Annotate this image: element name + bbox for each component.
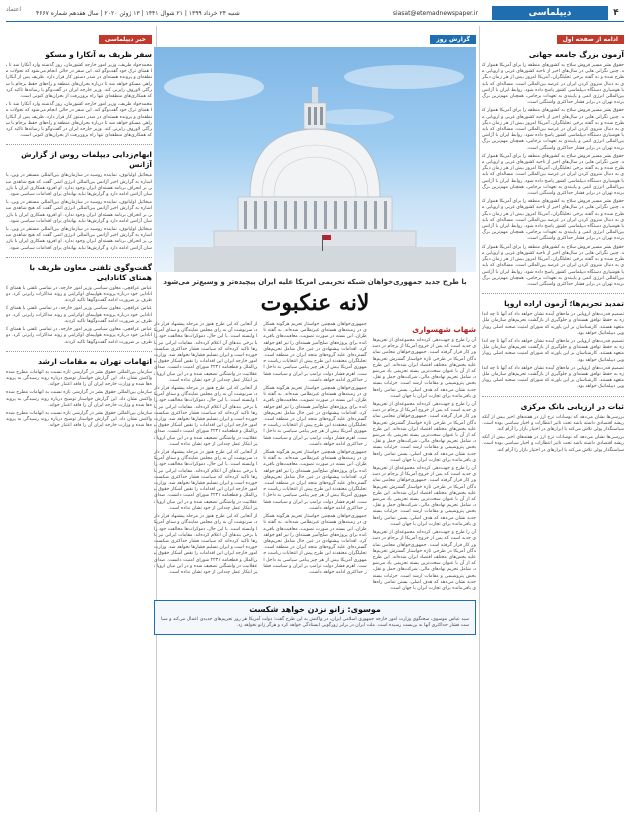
header-divider xyxy=(6,21,624,22)
divider xyxy=(482,396,624,397)
story-title: آزمون بزرگ جامعه جهانی xyxy=(528,50,624,59)
article-col-3: از آنجایی که این طرح هنوز در مرحله پیشنهاد قرار دارد، سرنوشت آن به رای مجلس نمایندگان و سنای آمریکا وابسته است. با این حال، دموکرات‌ها مخالفت خود را با برخی بندهای آن اعلام کرده‌اند. مقامات ایرانی نیز بارها تاکید کرده‌اند که سیاست فشار حداکثری شکست خورده است و ایران تسلیم فشارها نخواهد شد. وزارت امور خارجه ایران این اقدامات را نقض آشکار حقوق بین‌الملل و قطعنامه ۲۲۳۱ شورای امنیت دانست. صدای عقلانیت در واشنگتن تضعیف شده و در این میان اروپا نیز ابتکار عمل چندانی از خود نشان نداده است. از آنجایی که این طرح هنوز در مرحله پیشنهاد قرار دارد، سرنوشت آن به رای مجلس نمایندگان و سنای آمریکا وابسته است. با این حال، دموکرات‌ها مخالفت خود را با برخی بندهای آن اعلام کرده‌اند. مقامات ایرانی نیز بارها تاکید کرده‌اند که سیاست فشار حداکثری شکست خورده است و ایران تسلیم فشارها نخواهد شد. وزارت امور خارجه ایران این اقدامات را نقض آشکار حقوق بین‌الملل و قطعنامه ۲۲۳۱ شورای امنیت دانست. صدای عقلانیت در واشنگتن تضعیف شده و در این میان اروپا نیز ابتکار عمل چندانی از خود نشان نداده است. از آنجایی که این طرح هنوز در مرحله پیشنهاد قرار دارد، سرنوشت آن به رای مجلس نمایندگان و سنای آمریکا وابسته است. با این حال، دموکرات‌ها مخالفت خود را با برخی بندهای آن اعلام کرده‌اند. مقامات ایرانی نیز بارها تاکید کرده‌اند که سیاست فشار حداکثری شکست خورده است و ایران تسلیم فشارها نخواهد شد. وزارت امور خارجه ایران این اقدامات را نقض آشکار حقوق بین‌الملل و قطعنامه ۲۲۳۱ شورای امنیت دانست. صدای عقلانیت در واشنگتن تضعیف شده و در این میان اروپا نیز ابتکار عمل چندانی از خود نشان نداده است. از آنجایی که این طرح هنوز در مرحله پیشنهاد قرار دارد، سرنوشت آن به رای مجلس نمایندگان و سنای آمریکا وابسته است. با این حال، دموکرات‌ها مخالفت خود را با برخی بندهای آن اعلام کرده‌اند. مقامات ایرانی نیز بارها تاکید کرده‌اند که سیاست فشار حداکثری شکست خورده است و ایران تسلیم فشارها نخواهد شد. وزارت امور خارجه ایران این اقدامات را نقض آشکار حقوق بین‌الملل و قطعنامه ۲۲۳۱ شورای امنیت دانست. صدای عقلانیت در واشنگتن تضعیف شده و در این میان اروپا نیز ابتکار عمل چندانی از خود نشان نداده است. xyxy=(154,322,258,575)
capitol-photo xyxy=(154,47,476,272)
middle-column xyxy=(154,26,476,812)
newspaper-logo: اعتماد xyxy=(6,6,22,13)
story-body: میخائیل اولیانوف، نماینده روسیه در سازمان‌های بین‌المللی مستقر در وین، با اشاره به گزارش اخیر آژانس بین‌المللی انرژی اتمی گفت که هیچ شاهدی مبنی بر انحراف برنامه هسته‌ای ایران وجود ندارد. او افزود همکاری ایران با بازرسان آژانس ادامه دارد و گزارش‌ها نباید بهانه‌ای برای اقدامات سیاسی شود. میخائیل اولیانوف، نماینده روسیه در سازمان‌های بین‌المللی مستقر در وین، با اشاره به گزارش اخیر آژانس بین‌المللی انرژی اتمی گفت که هیچ شاهدی مبنی بر انحراف برنامه هسته‌ای ایران وجود ندارد. او افزود همکاری ایران با بازرسان آژانس ادامه دارد و گزارش‌ها نباید بهانه‌ای برای اقدامات سیاسی شود. میخائیل اولیانوف، نماینده روسیه در سازمان‌های بین‌المللی مستقر در وین، با اشاره به گزارش اخیر آژانس بین‌المللی انرژی اتمی گفت که هیچ شاهدی مبنی بر انحراف برنامه هسته‌ای ایران وجود ندارد. او افزود همکاری ایران با بازرسان آژانس ادامه دارد و گزارش‌ها نباید بهانه‌ای برای اقدامات سیاسی شود. xyxy=(6,173,152,251)
story-title: سفر ظریف به آنکارا و مسکو xyxy=(45,50,152,59)
story-body: عباس عراقچی، معاون سیاسی وزیر امور خارجه، در تماسی تلفنی با همتای کانادایی خود درباره پرونده هواپیمای اوکراینی و روند مذاکرات رایزنی کرد. دو طرف بر ضرورت ادامه گفت‌وگوها تاکید کردند. عباس عراقچی، معاون سیاسی وزیر امور خارجه، در تماسی تلفنی با همتای کانادایی خود درباره پرونده هواپیمای اوکراینی و روند مذاکرات رایزنی کرد. دو طرف بر ضرورت ادامه گفت‌وگوها تاکید کردند. عباس عراقچی، معاون سیاسی وزیر امور خارجه، در تماسی تلفنی با همتای کانادایی خود درباره پرونده هواپیمای اوکراینی و روند مذاکرات رایزنی کرد. دو طرف بر ضرورت ادامه گفت‌وگوها تاکید کردند. xyxy=(6,285,152,345)
article-col-1: شهاب شهسواری آن را طرح و جهت‌دهی کرده‌اند مجموعه‌ای از تحریم‌های جدید است که پس از خروج آمریکا از برجام در دستور کار قرار گرفته است. جمهوری‌خواهان مجلس نمایندگان آمریکا در طرحی تازه خواستار گسترش تحریم‌ها علیه بخش‌های مختلف اقتصاد ایران شده‌اند. این طرح که از آن با عنوان سخت‌ترین بسته تحریمی یاد می‌شود، شامل تحریم نهادهای مالی، شرکت‌های حمل و نقل، بخش پتروشیمی و مقامات ارشد است. جزئیات بسته جدید نشان می‌دهد که هدف اصلی، بستن تمامی راه‌های باقی‌مانده برای تجارت ایران با جهان است. آن را طرح و جهت‌دهی کرده‌اند مجموعه‌ای از تحریم‌های جدید است که پس از خروج آمریکا از برجام در دستور کار قرار گرفته است. جمهوری‌خواهان مجلس نمایندگان آمریکا در طرحی تازه خواستار گسترش تحریم‌ها علیه بخش‌های مختلف اقتصاد ایران شده‌اند. این طرح که از آن با عنوان سخت‌ترین بسته تحریمی یاد می‌شود، شامل تحریم نهادهای مالی، شرکت‌های حمل و نقل، بخش پتروشیمی و مقامات ارشد است. جزئیات بسته جدید نشان می‌دهد که هدف اصلی، بستن تمامی راه‌های باقی‌مانده برای تجارت ایران با جهان است. آن را طرح و جهت‌دهی کرده‌اند مجموعه‌ای از تحریم‌های جدید است که پس از خروج آمریکا از برجام در دستور کار قرار گرفته است. جمهوری‌خواهان مجلس نمایندگان آمریکا در طرحی تازه خواستار گسترش تحریم‌ها علیه بخش‌های مختلف اقتصاد ایران شده‌اند. این طرح که از آن با عنوان سخت‌ترین بسته تحریمی یاد می‌شود، شامل تحریم نهادهای مالی، شرکت‌های حمل و نقل، بخش پتروشیمی و مقامات ارشد است. جزئیات بسته جدید نشان می‌دهد که هدف اصلی، بستن تمامی راه‌های باقی‌مانده برای تجارت ایران با جهان است. آن را طرح و جهت‌دهی کرده‌اند مجموعه‌ای از تحریم‌های جدید است که پس از خروج آمریکا از برجام در دستور کار قرار گرفته است. جمهوری‌خواهان مجلس نمایندگان آمریکا در طرحی تازه خواستار گسترش تحریم‌ها علیه بخش‌های مختلف اقتصاد ایران شده‌اند. این طرح که از آن با عنوان سخت‌ترین بسته تحریمی یاد می‌شود، شامل تحریم نهادهای مالی، شرکت‌های حمل و نقل، بخش پتروشیمی و مقامات ارشد است. جزئیات بسته جدید نشان می‌دهد که هدف اصلی، بستن تمامی راه‌های باقی‌مانده برای تجارت ایران با جهان است. xyxy=(372,325,476,591)
dateline: شنبه ۲۴ خرداد ۱۳۹۹ | ۲۱ شوال ۱۴۴۱ | ۱۳ ژوئن ۲۰۲۰ | سال هفدهم شماره ۴۶۶۷ xyxy=(36,9,240,17)
story-body: تصمیم قدرت‌های اروپایی در ماه‌های آینده نشان خواهد داد که آنها تا چه اندازه به حفظ توافق هسته‌ای و جلوگیری از بازگشت تحریم‌های سازمان ملل متعهد هستند. کارشناسان بر این باورند که شورای امنیت صحنه اصلی رویارویی دیپلماتیک خواهد بود. تصمیم قدرت‌های اروپایی در ماه‌های آینده نشان خواهد داد که آنها تا چه اندازه به حفظ توافق هسته‌ای و جلوگیری از بازگشت تحریم‌های سازمان ملل متعهد هستند. کارشناسان بر این باورند که شورای امنیت صحنه اصلی رویارویی دیپلماتیک خواهد بود. تصمیم قدرت‌های اروپایی در ماه‌های آینده نشان خواهد داد که آنها تا چه اندازه به حفظ توافق هسته‌ای و جلوگیری از بازگشت تحریم‌های سازمان ملل متعهد هستند. کارشناسان بر این باورند که شورای امنیت صحنه اصلی رویارویی دیپلماتیک خواهد بود. xyxy=(482,312,624,390)
story-body: سازمان بین‌المللی حقوق بشر در گزارشی تازه نسبت به اتهامات مطرح شده واکنش نشان داد. این گزارش خواستار توضیح درباره روند رسیدگی به پرونده‌ها شده و وزارت خارجه ایران آن را فاقد اعتبار خواند. سازمان بین‌المللی حقوق بشر در گزارشی تازه نسبت به اتهامات مطرح شده واکنش نشان داد. این گزارش خواستار توضیح درباره روند رسیدگی به پرونده‌ها شده و وزارت خارجه ایران آن را فاقد اعتبار خواند. سازمان بین‌المللی حقوق بشر در گزارشی تازه نسبت به اتهامات مطرح شده واکنش نشان داد. این گزارش خواستار توضیح درباره روند رسیدگی به پرونده‌ها شده و وزارت خارجه ایران آن را فاقد اعتبار خواند. xyxy=(6,369,152,429)
masthead-bar xyxy=(6,6,624,20)
story-title: تمدید تحریم‌ها؛ آزمون اراده اروپا xyxy=(504,299,624,309)
quote-box xyxy=(154,600,476,634)
author-name: شهاب شهسواری xyxy=(412,325,476,334)
page-number: ۴ xyxy=(613,8,619,18)
left-column xyxy=(6,26,152,812)
divider xyxy=(6,351,152,352)
divider xyxy=(6,257,152,258)
left-column-tag: خبر دیپلماسی xyxy=(99,35,152,44)
main-headline: لانه عنکبوت xyxy=(260,290,370,316)
section-title: دیپلماسی xyxy=(492,6,608,20)
article-col-2: جمهوری‌خواهان همچنین خواستار تحریم هرگونه همکاری در زمینه‌های هسته‌ای غیرنظامی شده‌اند. به گفته ناظران، این بسته در صورت تصویب، معافیت‌های باقی‌مانده برای پروژه‌های صلح‌آمیز هسته‌ای را نیز لغو خواهد کرد. اقدامات پیشنهادی در عین حال شامل تحریم‌های گسترده‌ای علیه گروه‌های متحد ایران در منطقه است. تحلیلگران معتقدند این طرح پیش از انتخابات ریاست جمهوری آمریکا بیش از هر چیز پیامی سیاسی به داخل است. اهرم فشار دولت ترامپ بر ایران و سیاست فشار حداکثری ادامه خواهد داشت. جمهوری‌خواهان همچنین خواستار تحریم هرگونه همکاری در زمینه‌های هسته‌ای غیرنظامی شده‌اند. به گفته ناظران، این بسته در صورت تصویب، معافیت‌های باقی‌مانده برای پروژه‌های صلح‌آمیز هسته‌ای را نیز لغو خواهد کرد. اقدامات پیشنهادی در عین حال شامل تحریم‌های گسترده‌ای علیه گروه‌های متحد ایران در منطقه است. تحلیلگران معتقدند این طرح پیش از انتخابات ریاست جمهوری آمریکا بیش از هر چیز پیامی سیاسی به داخل است. اهرم فشار دولت ترامپ بر ایران و سیاست فشار حداکثری ادامه خواهد داشت. جمهوری‌خواهان همچنین خواستار تحریم هرگونه همکاری در زمینه‌های هسته‌ای غیرنظامی شده‌اند. به گفته ناظران، این بسته در صورت تصویب، معافیت‌های باقی‌مانده برای پروژه‌های صلح‌آمیز هسته‌ای را نیز لغو خواهد کرد. اقدامات پیشنهادی در عین حال شامل تحریم‌های گسترده‌ای علیه گروه‌های متحد ایران در منطقه است. تحلیلگران معتقدند این طرح پیش از انتخابات ریاست جمهوری آمریکا بیش از هر چیز پیامی سیاسی به داخل است. اهرم فشار دولت ترامپ بر ایران و سیاست فشار حداکثری ادامه خواهد داشت. جمهوری‌خواهان همچنین خواستار تحریم هرگونه همکاری در زمینه‌های هسته‌ای غیرنظامی شده‌اند. به گفته ناظران، این بسته در صورت تصویب، معافیت‌های باقی‌مانده برای پروژه‌های صلح‌آمیز هسته‌ای را نیز لغو خواهد کرد. اقدامات پیشنهادی در عین حال شامل تحریم‌های گسترده‌ای علیه گروه‌های متحد ایران در منطقه است. تحلیلگران معتقدند این طرح پیش از انتخابات ریاست جمهوری آمریکا بیش از هر چیز پیامی سیاسی به داخل است. اهرم فشار دولت ترامپ بر ایران و سیاست فشار حداکثری ادامه خواهد داشت. xyxy=(263,322,367,575)
story-body: حقوق بشر مسیر فروش سلاح به کشورهای منطقه را برای آمریکا هموار کند. چنین نگرانی هایی در سال‌های اخیر از ناحیه کشورهای غربی و اروپایی مطرح شده و به گفته برخی تحلیلگران، آمریکا امروز بیش از هر زمان دیگری به دنبال منزوی کردن ایران در عرصه بین‌المللی است. مساله‌ای که باید با هوشیاری دستگاه دیپلماسی کشور پاسخ داده شود. روابط ایران با آژانس بین‌المللی انرژی اتمی و پایبندی به تعهدات برجامی، همچنان مهم‌ترین برگ برنده تهران در برابر فشار حداکثری واشنگتن است. حقوق بشر مسیر فروش سلاح به کشورهای منطقه را برای آمریکا هموار کند. چنین نگرانی هایی در سال‌های اخیر از ناحیه کشورهای غربی و اروپایی مطرح شده و به گفته برخی تحلیلگران، آمریکا امروز بیش از هر زمان دیگری به دنبال منزوی کردن ایران در عرصه بین‌المللی است. مساله‌ای که باید با هوشیاری دستگاه دیپلماسی کشور پاسخ داده شود. روابط ایران با آژانس بین‌المللی انرژی اتمی و پایبندی به تعهدات برجامی، همچنان مهم‌ترین برگ برنده تهران در برابر فشار حداکثری واشنگتن است. حقوق بشر مسیر فروش سلاح به کشورهای منطقه را برای آمریکا هموار کند. چنین نگرانی هایی در سال‌های اخیر از ناحیه کشورهای غربی و اروپایی مطرح شده و به گفته برخی تحلیلگران، آمریکا امروز بیش از هر زمان دیگری به دنبال منزوی کردن ایران در عرصه بین‌المللی است. مساله‌ای که باید با هوشیاری دستگاه دیپلماسی کشور پاسخ داده شود. روابط ایران با آژانس بین‌المللی انرژی اتمی و پایبندی به تعهدات برجامی، همچنان مهم‌ترین برگ برنده تهران در برابر فشار حداکثری واشنگتن است. حقوق بشر مسیر فروش سلاح به کشورهای منطقه را برای آمریکا هموار کند. چنین نگرانی هایی در سال‌های اخیر از ناحیه کشورهای غربی و اروپایی مطرح شده و به گفته برخی تحلیلگران، آمریکا امروز بیش از هر زمان دیگری به دنبال منزوی کردن ایران در عرصه بین‌المللی است. مساله‌ای که باید با هوشیاری دستگاه دیپلماسی کشور پاسخ داده شود. روابط ایران با آژانس بین‌المللی انرژی اتمی و پایبندی به تعهدات برجامی، همچنان مهم‌ترین برگ برنده تهران در برابر فشار حداکثری واشنگتن است. حقوق بشر مسیر فروش سلاح به کشورهای منطقه را برای آمریکا هموار کند. چنین نگرانی هایی در سال‌های اخیر از ناحیه کشورهای غربی و اروپایی مطرح شده و به گفته برخی تحلیلگران، آمریکا امروز بیش از هر زمان دیگری به دنبال منزوی کردن ایران در عرصه بین‌المللی است. مساله‌ای که باید با هوشیاری دستگاه دیپلماسی کشور پاسخ داده شود. روابط ایران با آژانس بین‌المللی انرژی اتمی و پایبندی به تعهدات برجامی، همچنان مهم‌ترین برگ برنده تهران در برابر فشار حداکثری واشنگتن است. xyxy=(482,63,624,287)
article-columns xyxy=(154,322,476,594)
headline-kicker: با طرح جدید جمهوری‌خواهان شبکه تحریمی امریکا علیه ایران پیچیده‌تر و وسیع‌تر می‌شود xyxy=(163,278,467,286)
report-tag: گزارش روز xyxy=(430,35,476,44)
quote-box-body: سید عباس موسوی، سخنگوی وزارت امور خارجه جمهوری اسلامی ایران، در واکنش به این طرح گفت: دولت آمریکا هر روز تحریم‌های جدیدی اعمال می‌کند و سیاست فشار حداکثری آنها به بن‌بست رسیده است. ملت ایران در برابر زورگویی ایستادگی خواهد کرد و هرگز زانو نخواهد زد. xyxy=(161,617,469,629)
divider xyxy=(6,144,152,145)
section-email[interactable]: siasat@etemadnewspaper.ir xyxy=(392,9,478,17)
capitol-dome-image xyxy=(154,47,476,272)
story-body: بررسی‌ها نشان می‌دهد که نوسانات نرخ ارز در هفته‌های اخیر بیش از آنکه ریشه اقتصادی داشته باشد تحت تاثیر انتظارات و اخبار سیاسی بوده است. سیاستگذار پولی تلاش می‌کند با ابزارهای در اختیار بازار را آرام کند. بررسی‌ها نشان می‌دهد که نوسانات نرخ ارز در هفته‌های اخیر بیش از آنکه ریشه اقتصادی داشته باشد تحت تاثیر انتظارات و اخبار سیاسی بوده است. سیاستگذار پولی تلاش می‌کند با ابزارهای در اختیار بازار را آرام کند. xyxy=(482,414,624,453)
right-column xyxy=(482,26,624,812)
divider xyxy=(482,293,624,294)
right-column-tag: ادامه از صفحه اول xyxy=(557,35,624,44)
column-divider xyxy=(479,26,480,812)
quote-box-title: موسوی: زانو نزدن خواهد شکست xyxy=(249,605,381,615)
story-title: ثبات در ارزیابی بانک مرکزی xyxy=(520,401,624,411)
story-title: ابهام‌زدایی دیپلمات روس از گزارش آژانس xyxy=(21,150,152,170)
story-title: گفت‌وگوی تلفنی معاون ظریف با همتای کانادایی xyxy=(29,262,152,282)
story-title: اتهامات تهران به مقامات ارشد xyxy=(38,356,152,366)
story-body: محمدجواد ظریف، وزیر امور خارجه کشورمان، روز گذشته وارد آنکارا شد تا با همتای ترک خود گفت‌وگو کند. این سفر در حالی انجام می‌شود که تحولات منطقه‌ای و پرونده هسته‌ای در صدر دستور کار قرار دارد. ظریف پس از آنکارا راهی مسکو خواهد شد تا درباره بحران‌های منطقه و راه‌های حفظ برجام با سرگئی لاوروف رایزنی کند. وزیر خارجه ایران در گفت‌وگو با رسانه‌ها تاکید کرد که همکاری‌های منطقه‌ای تنها راه برون‌رفت از بحران‌های کنونی است. محمدجواد ظریف، وزیر امور خارجه کشورمان، روز گذشته وارد آنکارا شد تا با همتای ترک خود گفت‌وگو کند. این سفر در حالی انجام می‌شود که تحولات منطقه‌ای و پرونده هسته‌ای در صدر دستور کار قرار دارد. ظریف پس از آنکارا راهی مسکو خواهد شد تا درباره بحران‌های منطقه و راه‌های حفظ برجام با سرگئی لاوروف رایزنی کند. وزیر خارجه ایران در گفت‌وگو با رسانه‌ها تاکید کرد که همکاری‌های منطقه‌ای تنها راه برون‌رفت از بحران‌های کنونی است. xyxy=(6,63,152,139)
